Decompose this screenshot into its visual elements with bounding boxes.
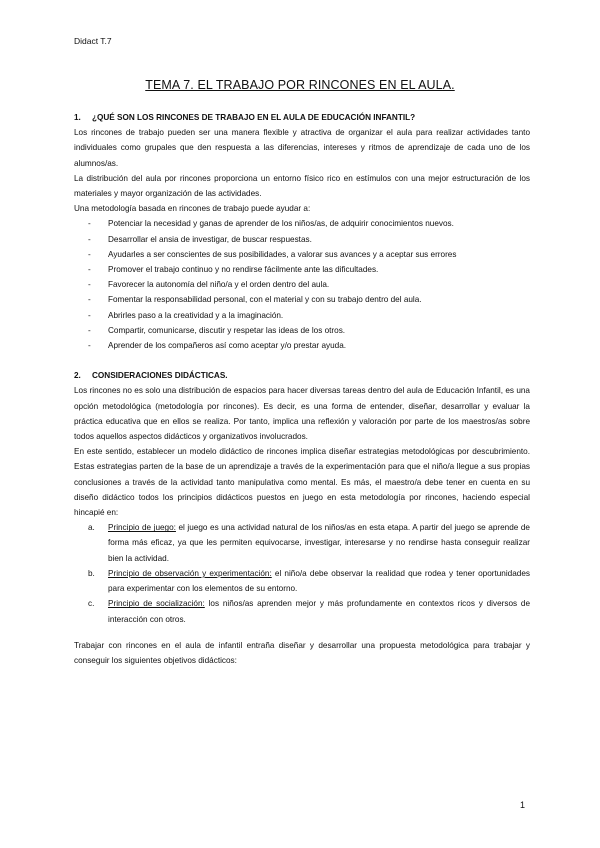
section-2-heading [74, 368, 530, 383]
section-1-heading [74, 110, 530, 125]
principle-term: Principio de socialización: [108, 599, 205, 609]
list-item: - Compartir, comunicarse, discutir y respetar las ideas de los otros. [74, 323, 530, 338]
list-item: - Aprender de los compañeros así como aceptar y/o prestar ayuda. [74, 338, 530, 353]
paragraph: La distribución del aula por rincones proporciona un entorno físico rico en estímulos con una mejor estructuración de los materiales y mayor organización de las actividades. [74, 173, 530, 199]
list-item: - Ayudarles a ser conscientes de sus posibilidades, a valorar sus avances y a aceptar sus errores [74, 247, 530, 262]
list-item: - Desarrollar el ansia de investigar, de buscar respuestas. [74, 232, 530, 247]
section-2-number: 2. [74, 371, 81, 381]
list-item: - Abrirles paso a la creatividad y a la imaginación. [74, 308, 530, 323]
list-marker: b. [88, 568, 95, 578]
principles-list [74, 520, 530, 626]
document-body [74, 110, 530, 668]
list-item: - Promover el trabajo continuo y no rendirse fácilmente ante las dificultades. [74, 262, 530, 277]
document-title: TEMA 7. EL TRABAJO POR RINCONES EN EL AULA. [145, 78, 455, 92]
list-item [74, 596, 530, 626]
principle-text: el juego es una actividad natural de los niños/as en esta etapa. A partir del juego se aprende de forma más eficaz, ya que les permiten equivocarse, investigar, interesarse y no rendirse hasta conseguir realizar bien la actividad. [108, 523, 530, 563]
principle-term: Principio de observación y experimentación: [108, 568, 272, 578]
section-1-heading-text: ¿QUÉ SON LOS RINCONES DE TRABAJO EN EL AULA DE EDUCACIÓN INFANTIL? [92, 113, 416, 122]
page-header: Didact T.7 [74, 36, 112, 46]
principle-text: los niños/as aprenden mejor y más profundamente en contextos ricos y diversos de interacción con otros. [108, 599, 531, 624]
list-item: - Favorecer la autonomía del niño/a y el orden dentro del aula. [74, 277, 530, 292]
section-2-heading-text: CONSIDERACIONES DIDÁCTICAS. [92, 371, 228, 381]
paragraph: Una metodología basada en rincones de trabajo puede ayudar a: [74, 204, 311, 214]
list-item: - Fomentar la responsabilidad personal, con el material y con su trabajo dentro del aula. [74, 292, 530, 307]
list-marker: c. [88, 599, 95, 609]
list-item: - Potenciar la necesidad y ganas de aprender de los niños/as, de adquirir conocimientos nuevos. [74, 216, 530, 231]
benefits-list [74, 216, 530, 353]
paragraph: Trabajar con rincones en el aula de infantil entraña diseñar y desarrollar una propuesta metodológica para trabajar y conseguir los siguientes objetivos didácticos: [74, 640, 530, 665]
section-1-number: 1. [74, 113, 81, 122]
page-number: 1 [520, 800, 526, 810]
paragraph: Los rincones no es solo una distribución de espacios para hacer diversas tareas dentro del aula de Educación Infantil, es una opción metodológica (metodología por rincones). Es decir, es una forma de entender, diseñar, desarrollar y evaluar la práctica educativa que en ellos se realiza. Por tanto, implica una reflexión y valoración por parte de los maestros/as sobre todos aquellos aspectos didácticos y organizativos involucrados. [74, 386, 530, 442]
paragraph: Los rincones de trabajo pueden ser una manera flexible y atractiva de organizar el aula para realizar actividades tanto individuales como grupales que den respuesta a las diferencias, intereses y ritmos de aprendizaje de cada uno de los alumnos/as. [74, 128, 530, 168]
list-item [74, 520, 530, 566]
principle-text: el niño/a debe observar la realidad que rodea y tener oportunidades para experimentar con los elementos de su entorno. [108, 568, 530, 594]
list-marker: a. [88, 523, 95, 533]
paragraph: En este sentido, establecer un modelo didáctico de rincones implica diseñar estrategias metodológicas por descubrimiento. Estas estrategias parten de la base de un aprendizaje a través de la experimentación para que el niño/a llegue a sus propias conclusiones a través de la actividad tanto manipulativa como mental. Es más, el maestro/a debe tener en cuenta en su diseño didáctico todos los principios didácticos puestos en juego en esta metodología por rincones, haciendo especial hincapié en: [74, 447, 530, 518]
list-item [74, 566, 530, 596]
principle-term: Principio de juego: [108, 523, 176, 533]
